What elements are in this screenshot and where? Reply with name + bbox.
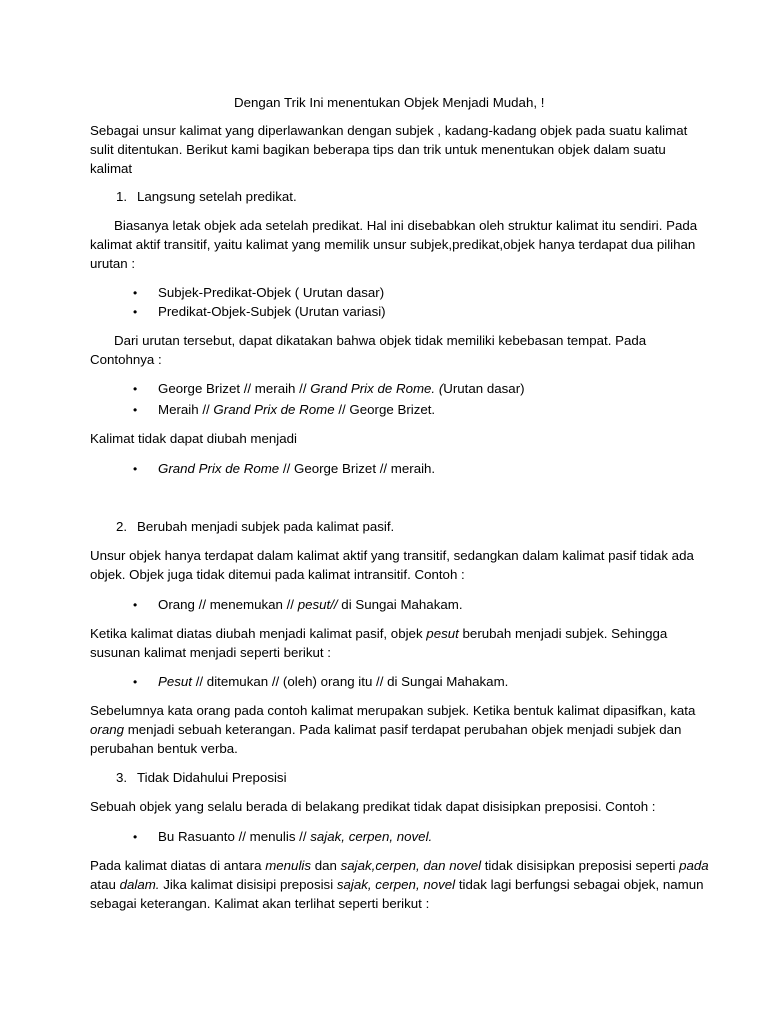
- bullet-icon: •: [133, 462, 138, 476]
- section3-para2-line3: sebagai keterangan. Kalimat akan terlihat seperti berikut :: [90, 896, 430, 911]
- section2-number: 2.: [116, 519, 128, 534]
- example-text: // ditemukan // (oleh) orang itu // di Sungai Mahakam.: [192, 674, 509, 689]
- bullet-icon: •: [133, 675, 138, 689]
- para-text: menjadi sebuah keterangan. Pada kalimat pasif terdapat perubahan objek menjadi subjek dan: [124, 722, 682, 737]
- section2-para2-line2: susunan kalimat menjadi seperti berikut :: [90, 645, 331, 660]
- section1-para1-line3: urutan :: [90, 256, 136, 271]
- list-item: Predikat-Objek-Subjek (Urutan variasi): [158, 304, 386, 319]
- para-text: berubah menjadi subjek. Sehingga: [458, 626, 668, 641]
- list-item: [158, 673, 508, 691]
- example-text: Bu Rasuanto // menulis //: [158, 829, 311, 844]
- para-text: tidak lagi berfungsi sebagai objek, namun: [455, 877, 704, 892]
- para-text: dan: [311, 858, 341, 873]
- section3-para2-line2: [90, 876, 704, 894]
- bullet-icon: •: [133, 830, 138, 844]
- section1-para2-line1: Dari urutan tersebut, dapat dikatakan bahwa objek tidak memiliki kebebasan tempat. Pada: [114, 333, 647, 348]
- page-title: Dengan Trik Ini menentukan Objek Menjadi Mudah, !: [234, 95, 545, 110]
- para-italic: pada: [679, 858, 709, 873]
- example-text: Meraih //: [158, 402, 214, 417]
- para-italic: pesut: [426, 626, 459, 641]
- example-italic: pesut//: [297, 597, 338, 612]
- example-italic: Pesut: [158, 674, 193, 689]
- example-text: // George Brizet // meraih.: [279, 461, 436, 476]
- example-text: // George Brizet.: [334, 402, 436, 417]
- section1-para3: Kalimat tidak dapat diubah menjadi: [90, 431, 297, 446]
- intro-line-2: sulit ditentukan. Berikut kami bagikan beberapa tips dan trik untuk menentukan objek dalam suatu: [90, 142, 666, 157]
- bullet-icon: •: [133, 598, 138, 612]
- example-text: di Sungai Mahakam.: [337, 597, 463, 612]
- bullet-icon: •: [133, 305, 138, 319]
- para-text: tidak disisipkan preposisi seperti: [481, 858, 680, 873]
- bullet-icon: •: [133, 403, 138, 417]
- para-italic: menulis: [265, 858, 312, 873]
- section1-para1-line2: kalimat aktif transitif, yaitu kalimat yang memilik unsur subjek,predikat,objek hanya terdapat dua pilihan: [90, 237, 696, 252]
- example-italic: Grand Prix de Rome. (: [310, 381, 444, 396]
- para-italic: sajak, cerpen, novel: [336, 877, 456, 892]
- section1-number: 1.: [116, 189, 128, 204]
- para-italic: dalam.: [119, 877, 160, 892]
- section3-para1: Sebuah objek yang selalu berada di belakang predikat tidak dapat disisipkan preposisi. Contoh :: [90, 799, 656, 814]
- section1-heading: Langsung setelah predikat.: [137, 189, 297, 204]
- example-text: Orang // menemukan //: [158, 597, 298, 612]
- section1-para2-line2: Contohnya :: [90, 352, 162, 367]
- section2-para1-line1: Unsur objek hanya terdapat dalam kalimat aktif yang transitif, sedangkan dalam kalimat pasif tidak ada: [90, 548, 694, 563]
- para-text: Jika kalimat disisipi preposisi: [159, 877, 337, 892]
- intro-line-1: Sebagai unsur kalimat yang diperlawankan dengan subjek , kadang-kadang objek pada suatu kalimat: [90, 123, 688, 138]
- section2-para3-line2: [90, 721, 681, 739]
- para-text: Ketika kalimat diatas diubah menjadi kalimat pasif, objek: [90, 626, 427, 641]
- example-italic: Grand Prix de Rome: [158, 461, 280, 476]
- section2-para3-line1: Sebelumnya kata orang pada contoh kalimat merupakan subjek. Ketika bentuk kalimat dipasifkan, kata: [90, 703, 696, 718]
- list-item: [158, 401, 435, 419]
- example-italic: sajak, cerpen, novel.: [310, 829, 433, 844]
- list-item: [158, 380, 525, 398]
- section2-para3-line3: perubahan bentuk verba.: [90, 741, 238, 756]
- section3-number: 3.: [116, 770, 128, 785]
- example-text: Urutan dasar): [443, 381, 525, 396]
- section2-heading: Berubah menjadi subjek pada kalimat pasif.: [137, 519, 395, 534]
- para-text: Pada kalimat diatas di antara: [90, 858, 266, 873]
- list-item: [158, 596, 463, 614]
- bullet-icon: •: [133, 286, 138, 300]
- section1-para1-line1: Biasanya letak objek ada setelah predikat. Hal ini disebabkan oleh struktur kalimat itu sendiri. Pada: [114, 218, 698, 233]
- section3-heading: Tidak Didahului Preposisi: [137, 770, 287, 785]
- para-italic: sajak,cerpen, dan novel: [340, 858, 482, 873]
- list-item: [158, 460, 435, 478]
- intro-line-3: kalimat: [90, 161, 133, 176]
- list-item: [158, 828, 432, 846]
- section2-para1-line2: objek. Objek juga tidak ditemui pada kalimat intransitif. Contoh :: [90, 567, 465, 582]
- section2-para2-line1: [90, 625, 667, 643]
- example-italic: Grand Prix de Rome: [213, 402, 335, 417]
- example-text: George Brizet // meraih //: [158, 381, 311, 396]
- bullet-icon: •: [133, 382, 138, 396]
- list-item: Subjek-Predikat-Objek ( Urutan dasar): [158, 285, 385, 300]
- section3-para2-line1: [90, 857, 709, 875]
- para-text: atau: [90, 877, 120, 892]
- para-italic: orang: [90, 722, 125, 737]
